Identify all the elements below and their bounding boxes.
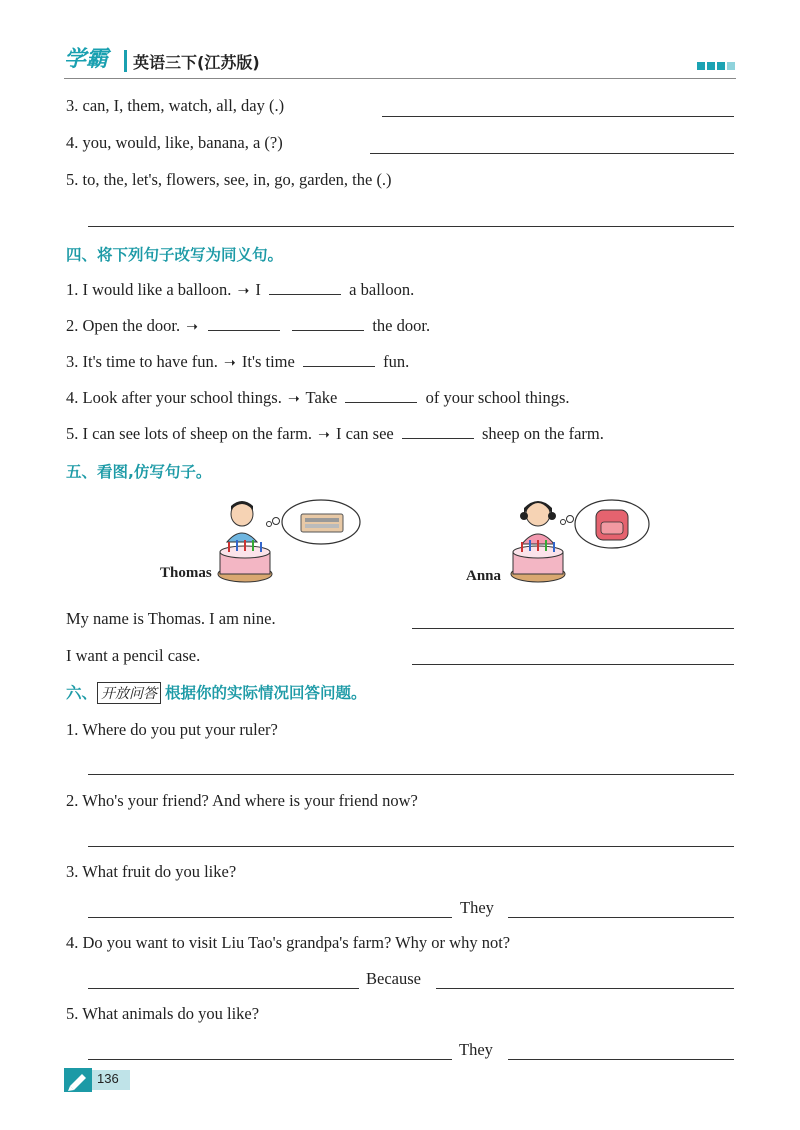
arrow-icon: ➝ <box>224 355 236 371</box>
question-text: 4. Do you want to visit Liu Tao's grandpa's farm? Why or why not? <box>66 933 511 952</box>
sentence-text: 1. I would like a balloon. <box>66 280 232 299</box>
header-dot <box>727 62 735 70</box>
section-title: 根据你的实际情况回答问题。 <box>165 684 367 702</box>
header-dot <box>717 62 725 70</box>
page-number: 136 <box>97 1071 119 1086</box>
book-title: 英语三下(江苏版) <box>133 53 260 72</box>
section-number: 六、 <box>66 684 98 702</box>
answer-line[interactable] <box>88 774 734 775</box>
question-text: 3. can, I, them, watch, all, day (.) <box>66 96 285 115</box>
sentence-text: fun. <box>383 352 410 371</box>
question-text: 4. you, would, like, banana, a (?) <box>66 133 283 152</box>
exercise-row <box>66 316 430 336</box>
sentence-text: of your school things. <box>425 388 570 407</box>
section-heading: 五、看图,仿写句子。 <box>66 463 212 481</box>
answer-line[interactable] <box>88 988 359 989</box>
open-question-tag: 开放问答 <box>97 682 161 704</box>
sentence-text: 3. It's time to have fun. <box>66 352 218 371</box>
sentence-text: Take <box>305 388 338 407</box>
exercise-row <box>66 424 604 444</box>
sentence-text: It's time <box>241 352 295 371</box>
question-text: 5. What animals do you like? <box>66 1004 260 1023</box>
answer-line[interactable] <box>370 153 734 154</box>
answer-line[interactable] <box>436 988 734 989</box>
question-text: 5. to, the, let's, flowers, see, in, go, garden, the (.) <box>66 170 392 189</box>
fill-blank[interactable] <box>208 316 280 331</box>
exercise-row <box>66 352 409 372</box>
answer-line[interactable] <box>508 1059 734 1060</box>
fill-blank[interactable] <box>303 352 375 367</box>
answer-line[interactable] <box>88 1059 452 1060</box>
header-dot <box>697 62 705 70</box>
answer-line[interactable] <box>88 226 734 227</box>
fill-blank[interactable] <box>402 424 474 439</box>
arrow-icon: ➝ <box>318 427 330 443</box>
sentence-text: a balloon. <box>349 280 415 299</box>
answer-line[interactable] <box>88 917 452 918</box>
example-sentence: I want a pencil case. <box>66 646 201 665</box>
sentence-text: I can see <box>336 424 394 443</box>
sentence-text: 4. Look after your school things. <box>66 388 282 407</box>
answer-line[interactable] <box>88 846 734 847</box>
pencil-icon <box>64 1068 92 1092</box>
example-sentence: My name is Thomas. I am nine. <box>66 609 276 628</box>
question-text: 3. What fruit do you like? <box>66 862 237 881</box>
answer-line[interactable] <box>412 664 734 665</box>
answer-line[interactable] <box>508 917 734 918</box>
sentence-text: 5. I can see lots of sheep on the farm. <box>66 424 313 443</box>
answer-prompt: They <box>459 1040 493 1059</box>
anna-illustration <box>508 494 658 590</box>
name-label: Thomas <box>160 565 212 581</box>
header-divider <box>124 50 127 72</box>
thomas-illustration <box>215 494 365 590</box>
exercise-row <box>66 388 570 408</box>
answer-prompt: Because <box>366 969 421 988</box>
answer-prompt: They <box>460 898 494 917</box>
arrow-icon: ➝ <box>287 391 300 407</box>
header-rule <box>64 78 736 79</box>
sentence-text: I <box>255 280 261 299</box>
name-label: Anna <box>466 568 502 584</box>
answer-line[interactable] <box>382 116 734 117</box>
sentence-text: the door. <box>372 316 431 335</box>
fill-blank[interactable] <box>292 316 364 331</box>
fill-blank[interactable] <box>269 280 341 295</box>
header-dot <box>707 62 715 70</box>
arrow-icon: ➝ <box>186 319 198 335</box>
question-text: 2. Who's your friend? And where is your friend now? <box>66 791 418 810</box>
brand-logo: 学霸 <box>64 47 109 72</box>
arrow-icon: ➝ <box>237 283 250 299</box>
sentence-text: sheep on the farm. <box>482 424 604 443</box>
question-text: 1. Where do you put your ruler? <box>66 720 278 739</box>
answer-line[interactable] <box>412 628 734 629</box>
section-heading <box>66 681 367 704</box>
exercise-row <box>66 280 414 300</box>
fill-blank[interactable] <box>345 388 417 403</box>
section-heading: 四、将下列句子改写为同义句。 <box>66 246 284 264</box>
sentence-text: 2. Open the door. <box>66 316 181 335</box>
